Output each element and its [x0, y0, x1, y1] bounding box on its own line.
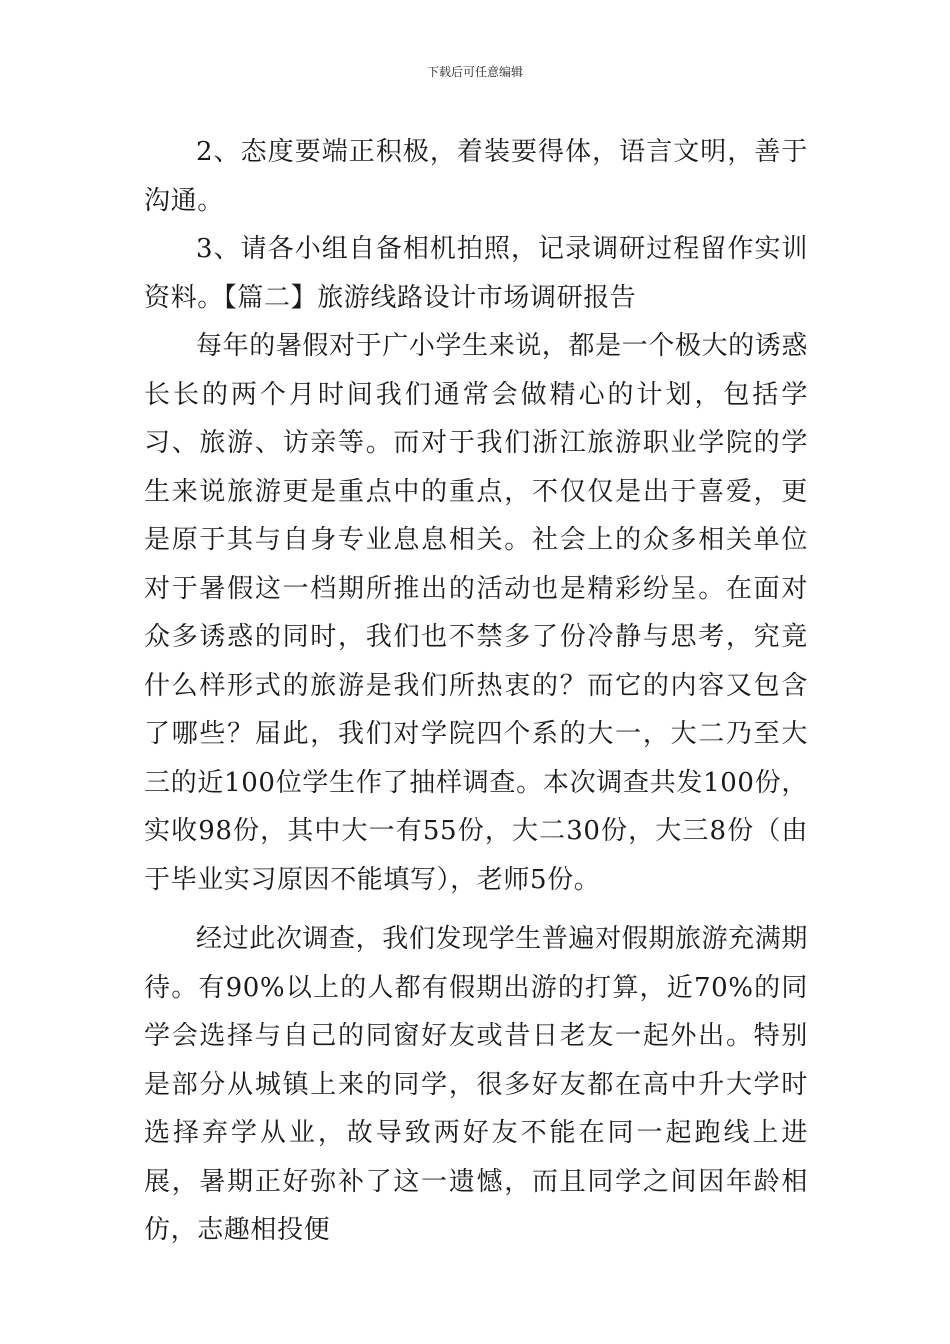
paragraph-camera: 3、请各小组自备相机拍照，记录调研过程留作实训资料。【篇二】旅游线路设计市场调研报告: [144, 234, 808, 313]
page-header: 下载后可任意编辑: [426, 65, 523, 79]
paragraph-survey-intro: 每年的暑假对于广小学生来说，都是一个极大的诱惑长长的两个月时间我们通常会做精心的计划，包括学习、旅游、访亲等。而对于我们浙江旅游职业学院的学生来说旅游更是重点中的重点，不仅仅是出于喜爱，更是原于其与自身专业息息相关。社会上的众多相关单位对于暑假这一档期所推出的活动也是精彩纷呈。在面对众多诱惑的同时，我们也不禁多了份冷静与思考，究竟什么样形式的旅游是我们所热衷的？而它的内容又包含了哪些？届此，我们对学院四个系的大一，大二乃至大三的近100位学生作了抽样调查。本次调查共发100份，实收98份，其中大一有55份，大二30份，大三8份（由于毕业实习原因不能填写），老师5份。: [144, 331, 808, 895]
document-body: [144, 128, 808, 1255]
paragraph-survey-findings: 经过此次调查，我们发现学生普遍对假期旅游充满期待。有90%以上的人都有假期出游的打算，近70%的同学会选择与自己的同窗好友或昔日老友一起外出。特别是部分从城镇上来的同学，很多好友都在高中升大学时选择弃学从业，故导致两好友不能在同一起跑线上进展，暑期正好弥补了这一遗憾，而且同学之间因年龄相仿，志趣相投便: [144, 924, 808, 1245]
paragraph-attitude: 2、态度要端正积极，着装要得体，语言文明，善于沟通。: [144, 137, 808, 216]
